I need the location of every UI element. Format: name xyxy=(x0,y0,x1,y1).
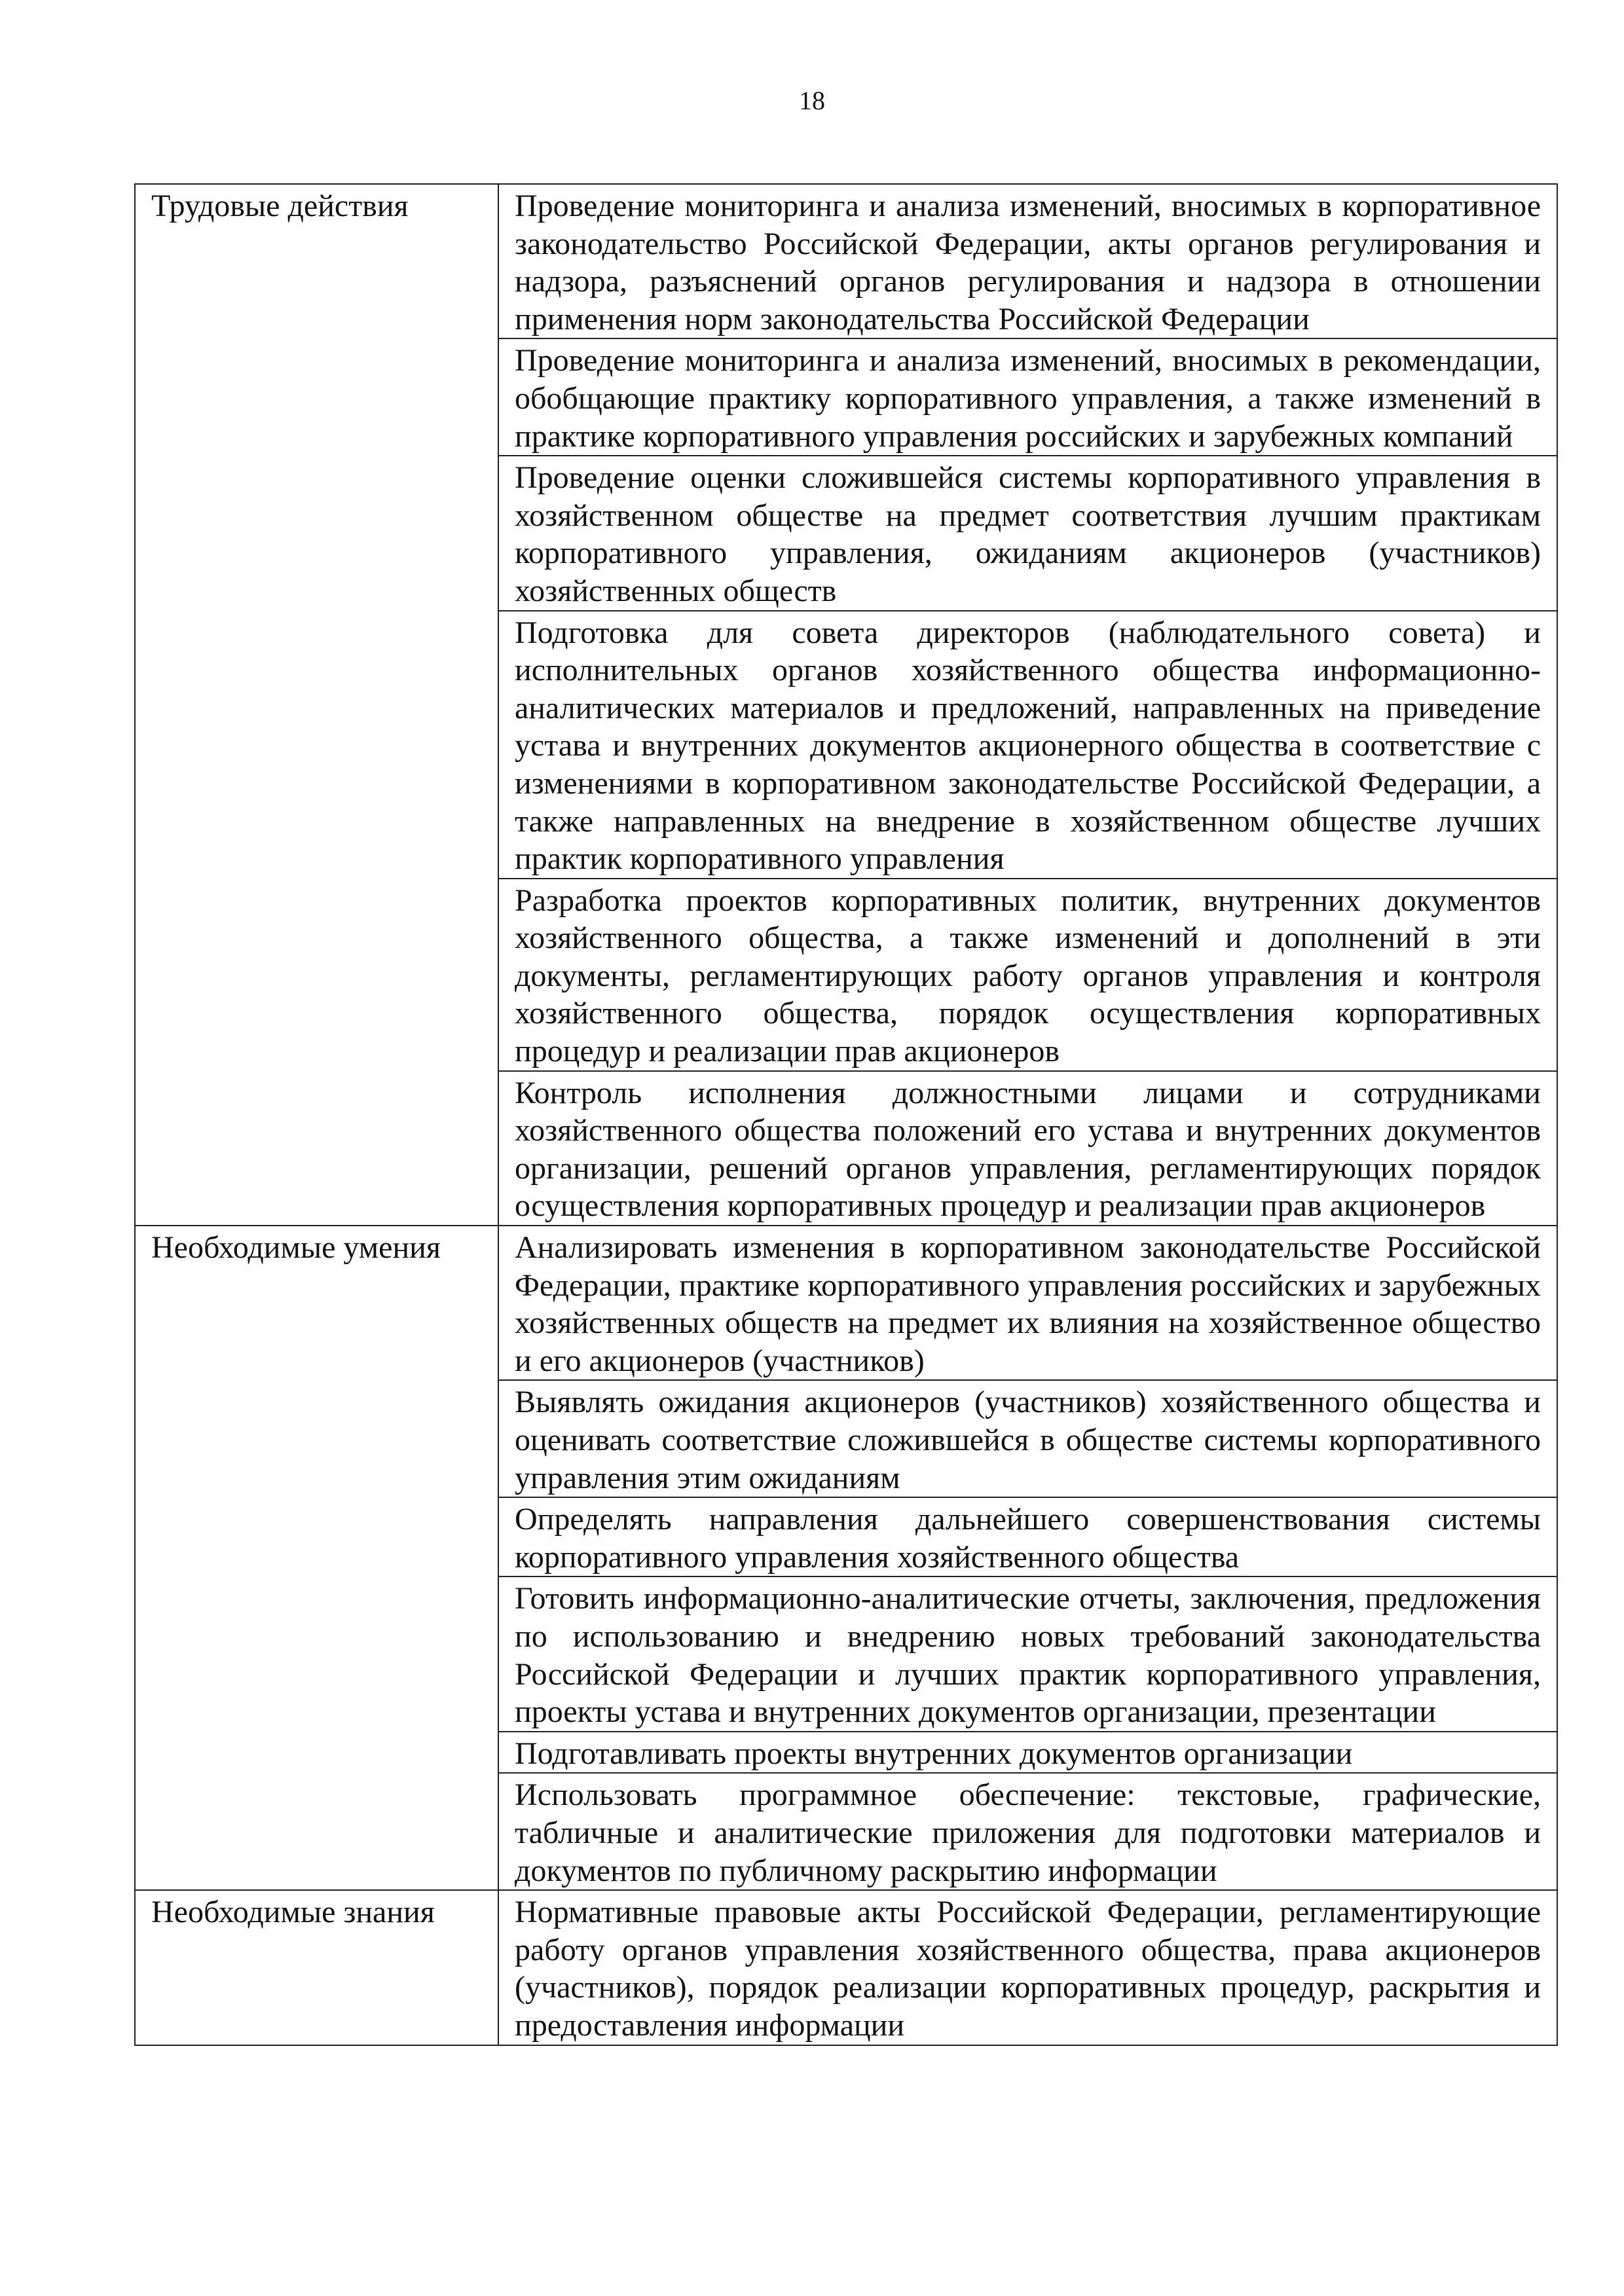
labor-action-item: Разработка проектов корпоративных политик, внутренних документов хозяйственного общества, а также изменений и дополнений в эти документы, регламентирующих работу органов управления и контроля хозяйственного общества, порядок осуществления корпоративных процедур и реализации прав акционеров xyxy=(498,879,1557,1071)
labor-action-item: Проведение оценки сложившейся системы корпоративного управления в хозяйственном обществе на предмет соответствия лучшим практикам корпоративного управления, ожиданиям акционеров (участников) хозяйственных обществ xyxy=(498,456,1557,610)
skill-item: Подготавливать проекты внутренних документов организации xyxy=(498,1732,1557,1774)
labor-action-item: Контроль исполнения должностными лицами и сотрудниками хозяйственного общества положений его устава и внутренних документов организации, решений органов управления, регламентирующих порядок осуществления корпоративных процедур и реализации прав акционеров xyxy=(498,1071,1557,1226)
skill-item: Выявлять ожидания акционеров (участников) хозяйственного общества и оценивать соответствие сложившейся в обществе системы корпоративного управления этим ожиданиям xyxy=(498,1380,1557,1497)
section-label-required-skills: Необходимые умения xyxy=(135,1226,498,1890)
table-row xyxy=(135,1226,1557,1380)
page-number: 18 xyxy=(799,86,825,115)
knowledge-item: Нормативные правовые акты Российской Федерации, регламентирующие работу органов управления хозяйственного общества, права акционеров (участников), порядок реализации корпоративных процедур, раскрытия и предоставления информации xyxy=(498,1890,1557,2045)
section-label-required-knowledge: Необходимые знания xyxy=(135,1890,498,2045)
table-row xyxy=(135,1890,1557,2045)
skill-item: Использовать программное обеспечение: текстовые, графические, табличные и аналитические приложения для подготовки материалов и документов по публичному раскрытию информации xyxy=(498,1773,1557,1890)
table-row xyxy=(135,184,1557,338)
labor-action-item: Подготовка для совета директоров (наблюдательного совета) и исполнительных органов хозяйственного общества информационно-аналитических материалов и предложений, направленных на приведение устава и внутренних документов акционерного общества в соответствие с изменениями в корпоративном законодательстве Российской Федерации, а также направленных на внедрение в хозяйственном обществе лучших практик корпоративного управления xyxy=(498,611,1557,879)
labor-action-item: Проведение мониторинга и анализа изменений, вносимых в рекомендации, обобщающие практику корпоративного управления, а также изменений в практике корпоративного управления российских и зарубежных компаний xyxy=(498,338,1557,456)
skill-item: Готовить информационно-аналитические отчеты, заключения, предложения по использованию и внедрению новых требований законодательства Российской Федерации и лучших практик корпоративного управления, проекты устава и внутренних документов организации, презентации xyxy=(498,1576,1557,1731)
skill-item: Анализировать изменения в корпоративном законодательстве Российской Федерации, практике корпоративного управления российских и зарубежных хозяйственных обществ на предмет их влияния на хозяйственное общество и его акционеров (участников) xyxy=(498,1226,1557,1380)
skill-item: Определять направления дальнейшего совершенствования системы корпоративного управления хозяйственного общества xyxy=(498,1497,1557,1576)
section-label-labor-actions: Трудовые действия xyxy=(135,184,498,1226)
competency-table xyxy=(134,183,1558,2046)
labor-action-item: Проведение мониторинга и анализа изменений, вносимых в корпоративное законодательство Российской Федерации, акты органов регулирования и надзора, разъяснений органов регулирования и надзора в отношении применения норм законодательства Российской Федерации xyxy=(498,184,1557,338)
